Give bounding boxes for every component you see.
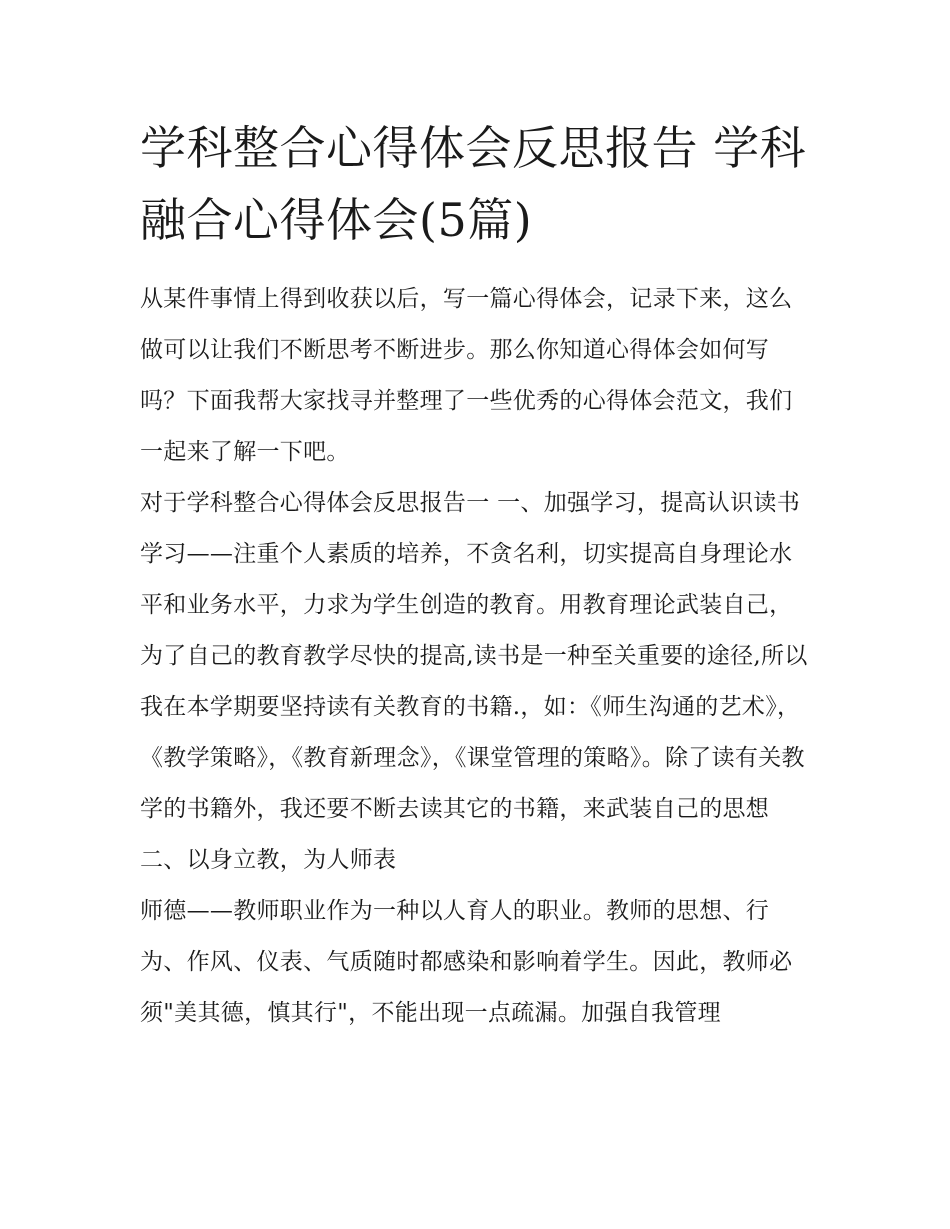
paragraph-section-two-heading: 二、以身立教，为人师表 xyxy=(140,847,397,873)
paragraph-intro: 从某件事情上得到收获以后，写一篇心得体会，记录下来，这么做可以让我们不断思考不断进步。那么你知道心得体会如何写吗？下面我帮大家找寻并整理了一些优秀的心得体会范文，我们一起来了解一下吧。 xyxy=(140,286,793,465)
document-page xyxy=(140,112,812,1039)
document-title: 学科整合心得体会反思报告 学科融合心得体会(5篇) xyxy=(140,121,807,247)
paragraph-teacher-ethics: 师德——教师职业作为一种以人育人的职业。教师的思想、行为、作风、仪表、气质随时都感染和影响着学生。因此，教师必须"美其德，慎其行"，不能出现一点疏漏。加强自我管理 xyxy=(140,898,793,1026)
paragraph-section-one: 对于学科整合心得体会反思报告一 一、加强学习，提高认识读书学习——注重个人素质的培养，不贪名利，切实提高自身理论水平和业务水平，力求为学生创造的教育。用教育理论武装自己，为了自己的教育教学尽快的提高,读书是一种至关重要的途径,所以我在本学期要坚持读有关教育的书籍.，如：《师生沟通的艺术》，《教学策略》，《教育新理念》，《课堂管理的策略》。除了读有关教学的书籍外，我还要不断去读其它的书籍，来武装自己的思想 xyxy=(140,490,808,822)
